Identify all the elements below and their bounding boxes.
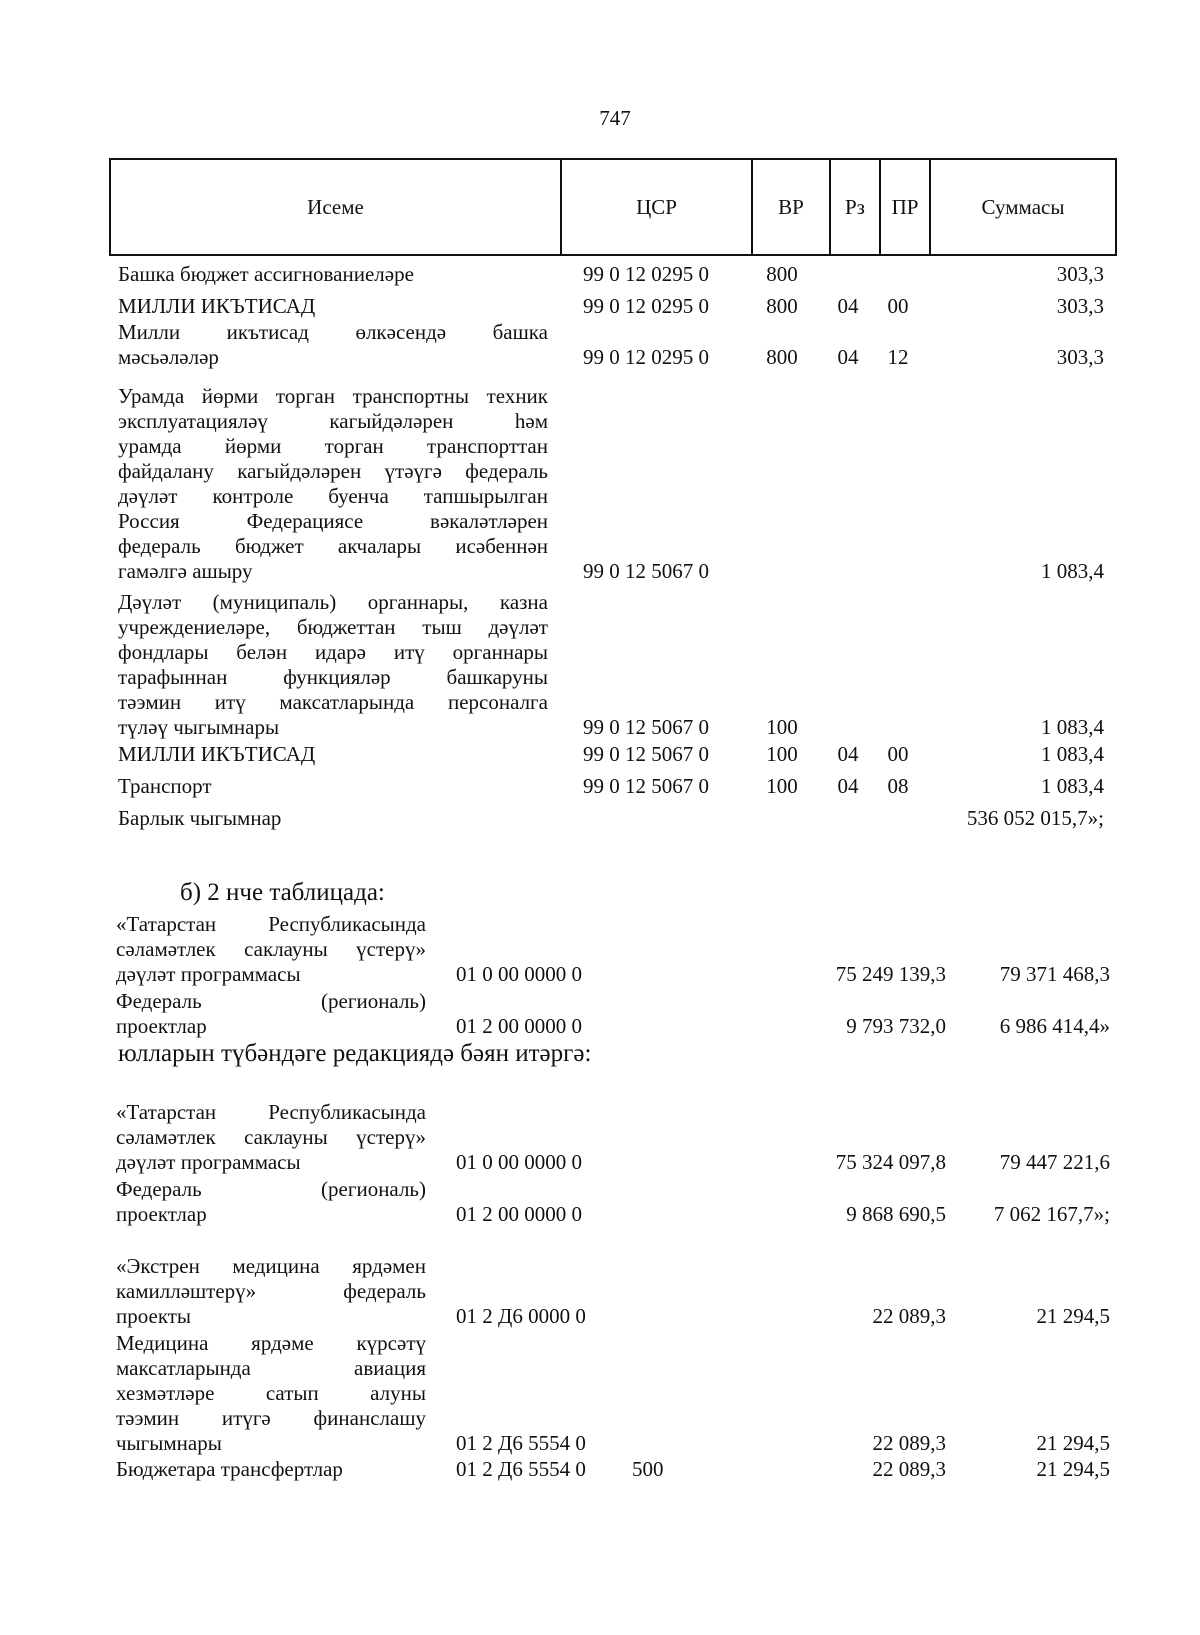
cell-vr: 100 [766, 742, 798, 766]
cell-value-2: 6 986 414,4» [999, 1014, 1110, 1038]
row-name-line: Медицина ярдәме күрсәтү [116, 1331, 426, 1355]
row-name-line: тарафыннан функцияләр башкаруны [118, 665, 548, 689]
cell-csr: 99 0 12 0295 0 [583, 262, 709, 286]
cell-vr: 800 [766, 294, 798, 318]
cell-vr: 800 [766, 345, 798, 369]
row-name-line: урамда йөрми торган транспорттан [118, 434, 548, 458]
cell-vr: 100 [766, 715, 798, 739]
row-name-line: фондлары белән идарә итү органнары [118, 640, 548, 664]
row-name-line: проектлар [116, 1202, 207, 1226]
header-pr: ПР [879, 160, 929, 254]
row-name-line: дәүләт программасы [116, 1150, 301, 1174]
row-name-line: Россия Федерациясе вәкаләтләрен [118, 509, 548, 533]
row-name-line: «Татарстан Республикасында [116, 912, 426, 936]
header-sum: Суммасы [929, 160, 1115, 254]
cell-value-1: 9 793 732,0 [846, 1014, 946, 1038]
cell-csr: 99 0 12 5067 0 [583, 559, 709, 583]
cell-value-1: 75 324 097,8 [835, 1150, 946, 1174]
row-name-line: МИЛЛИ ИКЪТИСАД [118, 294, 316, 318]
cell-csr: 99 0 12 0295 0 [583, 294, 709, 318]
row-name-line: проекты [116, 1304, 192, 1328]
page-number: 747 [599, 106, 631, 130]
row-name-line: хезмәтләре сатып алуны [116, 1381, 426, 1405]
row-name-line: Дәүләт (муниципаль) органнары, казна [118, 590, 548, 614]
row-name-line: камилләштерү» федераль [116, 1279, 426, 1303]
cell-rz: 04 [837, 345, 859, 369]
cell-value-2: 79 371 468,3 [999, 962, 1110, 986]
header-rz: Рз [829, 160, 879, 254]
cell-csr: 99 0 12 0295 0 [583, 345, 709, 369]
cell-code: 01 2 00 0000 0 [456, 1014, 582, 1038]
cell-sum: 1 083,4 [1041, 742, 1104, 766]
cell-code: 01 2 Д6 5554 0 [456, 1431, 586, 1455]
cell-pr: 12 [887, 345, 909, 369]
row-name-line: түләү чыгымнары [118, 715, 280, 739]
cell-sum: 303,3 [1056, 262, 1104, 286]
row-name-line: Барлык чыгымнар [118, 806, 282, 830]
cell-vr: 500 [632, 1457, 664, 1481]
table-header [109, 158, 1117, 256]
cell-value-1: 22 089,3 [872, 1431, 946, 1455]
row-name-line: Башка бюджет ассигнованиеләре [118, 262, 414, 286]
row-name-line: проектлар [116, 1014, 207, 1038]
header-vr: ВР [751, 160, 829, 254]
cell-vr: 100 [766, 774, 798, 798]
cell-value-1: 75 249 139,3 [835, 962, 946, 986]
cell-code: 01 0 00 0000 0 [456, 962, 582, 986]
cell-code: 01 0 00 0000 0 [456, 1150, 582, 1174]
cell-code: 01 2 Д6 0000 0 [456, 1304, 586, 1328]
cell-value-2: 7 062 167,7»; [993, 1202, 1110, 1226]
cell-rz: 04 [837, 742, 859, 766]
cell-pr: 08 [887, 774, 909, 798]
cell-pr: 00 [887, 742, 909, 766]
row-name-line: максатларында авиация [116, 1356, 426, 1380]
row-name-line: тәэмин итү максатларында персоналга [118, 690, 548, 714]
cell-sum: 536 052 015,7»; [966, 806, 1104, 830]
cell-value-2: 79 447 221,6 [999, 1150, 1110, 1174]
cell-sum: 303,3 [1056, 294, 1104, 318]
row-name-line: тәэмин итүгә финанслашу [116, 1406, 426, 1430]
cell-code: 01 2 Д6 5554 0 [456, 1457, 586, 1481]
replace-instruction: юлларын түбәндәге редакциядә бәян итәргә: [118, 1040, 592, 1067]
cell-sum: 303,3 [1056, 345, 1104, 369]
row-name-line: гамәлгә ашыру [118, 559, 253, 583]
cell-pr: 00 [887, 294, 909, 318]
cell-rz: 04 [837, 774, 859, 798]
row-name-line: «Татарстан Республикасында [116, 1100, 426, 1124]
header-name: Исеме [307, 194, 364, 219]
row-name-line: файдалану кагыйдәләрен үтәүгә федераль [118, 459, 548, 483]
row-name-line: сәламәтлек саклауны үстерү» [116, 937, 426, 961]
cell-code: 01 2 00 0000 0 [456, 1202, 582, 1226]
row-name-line: учреждениеләре, бюджеттан тыш дәүләт [118, 615, 548, 639]
row-name-line: дәүләт программасы [116, 962, 301, 986]
section-b-heading: б) 2 нче таблицада: [180, 879, 385, 906]
cell-value-2: 21 294,5 [1036, 1457, 1110, 1481]
cell-vr: 800 [766, 262, 798, 286]
cell-value-2: 21 294,5 [1036, 1431, 1110, 1455]
cell-value-1: 22 089,3 [872, 1457, 946, 1481]
cell-sum: 1 083,4 [1041, 774, 1104, 798]
cell-value-1: 22 089,3 [872, 1304, 946, 1328]
row-name-line: МИЛЛИ ИКЪТИСАД [118, 742, 316, 766]
cell-csr: 99 0 12 5067 0 [583, 715, 709, 739]
row-name-line: Урамда йөрми торган транспортны техник [118, 384, 548, 408]
row-name-line: дәүләт контроле буенча тапшырылган [118, 484, 548, 508]
cell-csr: 99 0 12 5067 0 [583, 742, 709, 766]
row-name-line: Милли икътисад өлкәсендә башка [118, 320, 548, 344]
cell-value-1: 9 868 690,5 [846, 1202, 946, 1226]
row-name-line: Федераль (региональ) [116, 989, 426, 1013]
row-name-line: Транспорт [118, 774, 212, 798]
row-name-line: Федераль (региональ) [116, 1177, 426, 1201]
row-name-line: чыгымнары [116, 1431, 222, 1455]
row-name-line: эксплуатацияләү кагыйдәләрен һәм [118, 409, 548, 433]
row-name-line: федераль бюджет акчалары исәбеннән [118, 534, 548, 558]
header-csr: ЦСР [560, 160, 751, 254]
row-name-line: мәсьәләләр [118, 345, 219, 369]
cell-sum: 1 083,4 [1041, 559, 1104, 583]
row-name-line: «Экстрен медицина ярдәмен [116, 1254, 426, 1278]
row-name-line: сәламәтлек саклауны үстерү» [116, 1125, 426, 1149]
cell-csr: 99 0 12 5067 0 [583, 774, 709, 798]
cell-value-2: 21 294,5 [1036, 1304, 1110, 1328]
row-name-line: Бюджетара трансфертлар [116, 1457, 343, 1481]
cell-sum: 1 083,4 [1041, 715, 1104, 739]
cell-rz: 04 [837, 294, 859, 318]
